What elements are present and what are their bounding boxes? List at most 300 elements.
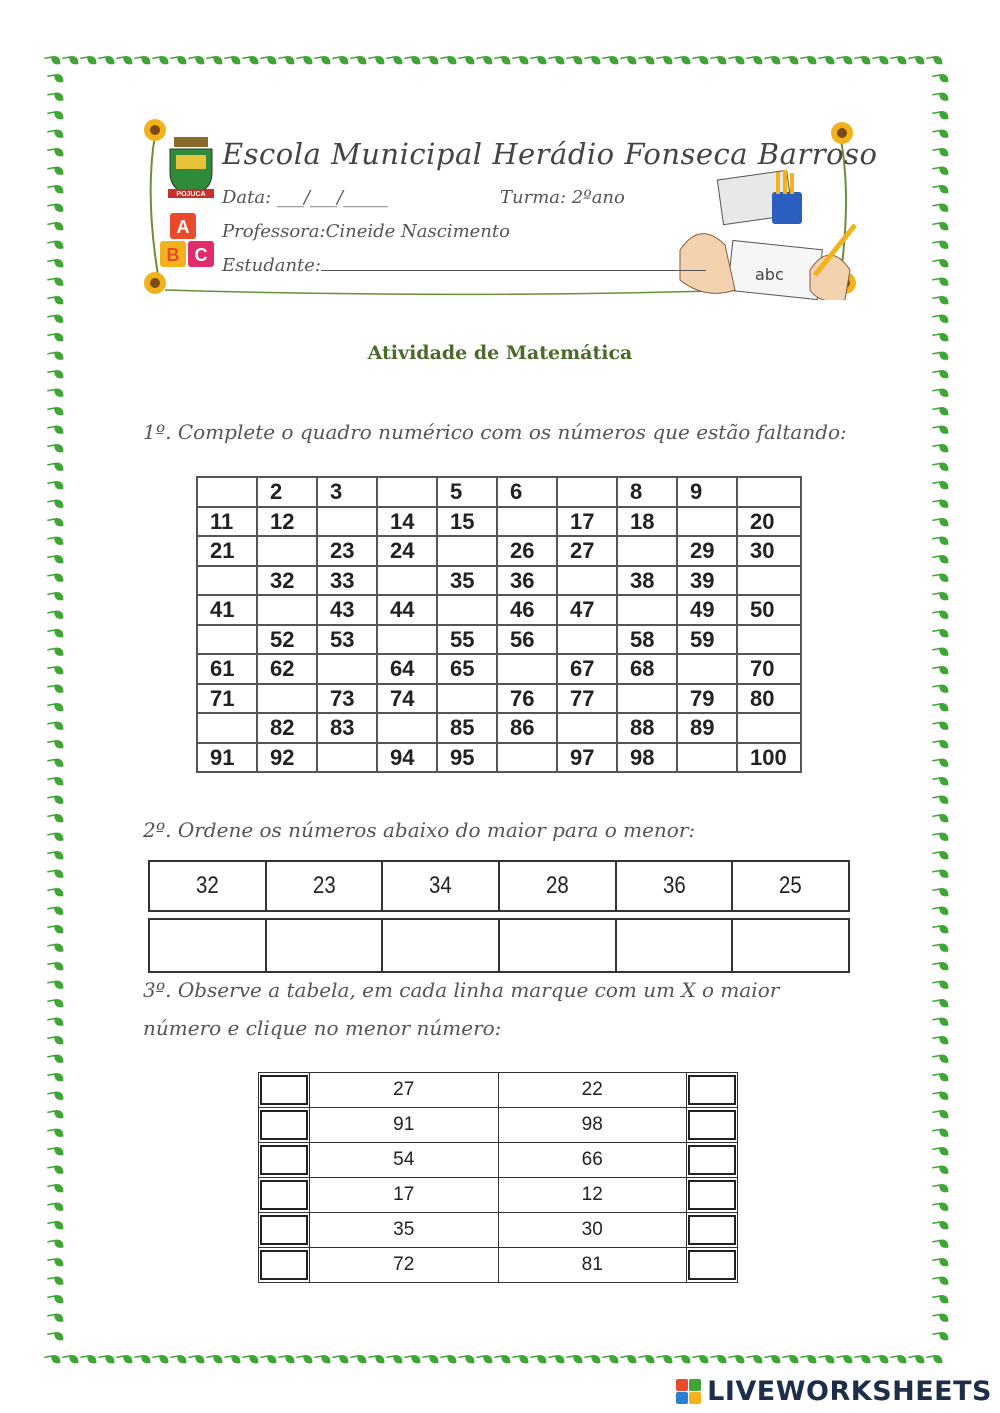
grid-row xyxy=(197,477,801,507)
vine-leaf-icon xyxy=(620,51,637,68)
vine-leaf-icon xyxy=(44,1350,61,1367)
grid-blank-cell[interactable] xyxy=(617,684,677,714)
vine-leaf-icon xyxy=(932,291,949,308)
grid-number-cell: 6 xyxy=(497,477,557,507)
grid-blank-cell[interactable] xyxy=(257,684,317,714)
vine-leaf-icon xyxy=(932,125,949,142)
vine-leaf-icon xyxy=(746,51,763,68)
right-checkbox[interactable] xyxy=(688,1250,736,1280)
vine-leaf-icon xyxy=(47,1309,64,1326)
vine-leaf-icon xyxy=(47,828,64,845)
vine-leaf-icon xyxy=(296,51,313,68)
vine-leaf-icon xyxy=(932,698,949,715)
grid-blank-cell[interactable] xyxy=(677,743,737,773)
vine-leaf-icon xyxy=(530,51,547,68)
left-number[interactable]: 72 xyxy=(310,1248,499,1283)
grid-blank-cell[interactable] xyxy=(377,713,437,743)
vine-leaf-icon xyxy=(584,51,601,68)
vine-leaf-icon xyxy=(494,1350,511,1367)
vine-leaf-icon xyxy=(932,1198,949,1215)
vine-leaf-icon xyxy=(932,1272,949,1289)
vine-leaf-icon xyxy=(47,1013,64,1030)
right-checkbox[interactable] xyxy=(688,1145,736,1175)
grid-blank-cell[interactable] xyxy=(617,536,677,566)
vine-leaf-icon xyxy=(47,624,64,641)
vine-leaf-icon xyxy=(134,51,151,68)
question-3-text-line-2: número e clique no menor número: xyxy=(143,1016,502,1040)
vine-leaf-icon xyxy=(932,957,949,974)
vine-leaf-icon xyxy=(47,643,64,660)
vine-leaf-icon xyxy=(932,1290,949,1307)
right-checkbox-cell xyxy=(687,1108,738,1143)
vine-leaf-icon xyxy=(836,1350,853,1367)
vine-leaf-icon xyxy=(47,217,64,234)
compare-row xyxy=(259,1073,738,1108)
right-number[interactable]: 12 xyxy=(498,1178,687,1213)
grid-number-cell: 64 xyxy=(377,654,437,684)
vine-leaf-icon xyxy=(476,51,493,68)
grid-blank-cell[interactable] xyxy=(737,625,801,655)
vine-leaf-icon xyxy=(932,1124,949,1141)
vine-leaf-icon xyxy=(47,1253,64,1270)
grid-number-cell: 91 xyxy=(197,743,257,773)
grid-blank-cell[interactable] xyxy=(377,477,437,507)
student-blank xyxy=(321,256,706,271)
grid-row xyxy=(197,625,801,655)
grid-number-cell: 95 xyxy=(437,743,497,773)
grid-number-cell: 74 xyxy=(377,684,437,714)
grid-number-cell: 5 xyxy=(437,477,497,507)
grid-blank-cell[interactable] xyxy=(317,743,377,773)
vine-leaf-icon xyxy=(47,106,64,123)
grid-row xyxy=(197,743,801,773)
vine-leaf-icon xyxy=(47,550,64,567)
right-number[interactable]: 81 xyxy=(498,1248,687,1283)
vine-leaf-icon xyxy=(602,1350,619,1367)
vine-leaf-icon xyxy=(188,51,205,68)
vine-leaf-icon xyxy=(932,883,949,900)
left-number[interactable]: 27 xyxy=(310,1073,499,1108)
order-number-cell: 23 xyxy=(274,861,373,911)
vine-leaf-icon xyxy=(932,199,949,216)
school-header xyxy=(140,115,878,300)
vine-leaf-icon xyxy=(566,1350,583,1367)
abc-letter-b: B xyxy=(166,245,180,265)
vine-leaf-icon xyxy=(932,828,949,845)
vine-leaf-icon xyxy=(932,162,949,179)
vine-leaf-icon xyxy=(47,606,64,623)
city-crest-icon xyxy=(168,137,214,198)
grid-number-cell: 3 xyxy=(317,477,377,507)
vine-leaf-icon xyxy=(932,976,949,993)
grid-blank-cell[interactable] xyxy=(557,566,617,596)
vine-leaf-icon xyxy=(47,1087,64,1104)
grid-number-cell: 49 xyxy=(677,595,737,625)
vine-leaf-icon xyxy=(332,51,349,68)
order-number-cell: 36 xyxy=(624,861,723,911)
vine-leaf-icon xyxy=(818,1350,835,1367)
vine-leaf-icon xyxy=(932,421,949,438)
date-label: Data: xyxy=(222,187,272,208)
vine-leaf-icon xyxy=(152,51,169,68)
grid-number-cell: 15 xyxy=(437,507,497,537)
grid-blank-cell[interactable] xyxy=(497,654,557,684)
grid-number-cell: 65 xyxy=(437,654,497,684)
grid-number-cell: 33 xyxy=(317,566,377,596)
school-name: Escola Municipal Herádio Fonseca Barroso xyxy=(222,137,878,171)
grid-number-cell: 38 xyxy=(617,566,677,596)
compare-row xyxy=(259,1248,738,1283)
vine-leaf-icon xyxy=(932,1068,949,1085)
vine-leaf-icon xyxy=(47,439,64,456)
numbers-to-order-table xyxy=(148,860,850,912)
vine-leaf-icon xyxy=(47,680,64,697)
left-checkbox-cell xyxy=(259,1178,310,1213)
vine-leaf-icon xyxy=(548,1350,565,1367)
vine-leaf-icon xyxy=(932,439,949,456)
grid-row xyxy=(197,595,801,625)
vine-leaf-icon xyxy=(932,1309,949,1326)
vine-leaf-icon xyxy=(170,51,187,68)
question-3-text-line-1: 3º. Observe a tabela, em cada linha marque com um X o maior xyxy=(143,978,780,1002)
vine-leaf-icon xyxy=(368,51,385,68)
vine-leaf-icon xyxy=(224,1350,241,1367)
grid-row xyxy=(197,713,801,743)
abc-letter-c: C xyxy=(194,245,208,265)
grid-blank-cell[interactable] xyxy=(437,536,497,566)
vine-leaf-icon xyxy=(47,1235,64,1252)
vine-leaf-icon xyxy=(932,384,949,401)
vine-leaf-icon xyxy=(47,1142,64,1159)
left-checkbox[interactable] xyxy=(260,1215,308,1245)
grid-blank-cell[interactable] xyxy=(677,507,737,537)
vine-leaf-icon xyxy=(932,772,949,789)
vine-leaf-icon xyxy=(404,1350,421,1367)
vine-leaf-icon xyxy=(47,976,64,993)
grid-number-cell: 79 xyxy=(677,684,737,714)
right-checkbox[interactable] xyxy=(688,1075,736,1105)
vine-leaf-icon xyxy=(296,1350,313,1367)
grid-number-cell: 43 xyxy=(317,595,377,625)
grid-blank-cell[interactable] xyxy=(317,654,377,684)
vine-leaf-icon xyxy=(47,532,64,549)
order-answer-cell[interactable] xyxy=(149,919,266,972)
vine-leaf-icon xyxy=(47,994,64,1011)
vine-leaf-icon xyxy=(932,902,949,919)
vine-leaf-icon xyxy=(260,1350,277,1367)
left-checkbox[interactable] xyxy=(260,1180,308,1210)
vine-leaf-icon xyxy=(674,1350,691,1367)
grid-number-cell: 20 xyxy=(737,507,801,537)
vine-leaf-icon xyxy=(566,51,583,68)
vine-leaf-icon xyxy=(170,1350,187,1367)
order-answer-cell[interactable] xyxy=(732,919,849,972)
vine-leaf-icon xyxy=(932,273,949,290)
vine-leaf-icon xyxy=(620,1350,637,1367)
order-number-cell: 28 xyxy=(508,861,607,911)
vine-leaf-icon xyxy=(368,1350,385,1367)
vine-leaf-icon xyxy=(932,1179,949,1196)
left-checkbox-cell xyxy=(259,1213,310,1248)
vine-leaf-icon xyxy=(932,550,949,567)
grid-blank-cell[interactable] xyxy=(437,595,497,625)
vine-leaf-icon xyxy=(656,51,673,68)
vine-leaf-icon xyxy=(47,402,64,419)
writing-hands-illustration xyxy=(680,170,855,300)
grid-blank-cell[interactable] xyxy=(677,654,737,684)
vine-leaf-icon xyxy=(932,88,949,105)
grid-number-cell: 97 xyxy=(557,743,617,773)
left-number[interactable]: 91 xyxy=(310,1108,499,1143)
vine-leaf-icon xyxy=(932,106,949,123)
vine-leaf-icon xyxy=(278,1350,295,1367)
vine-leaf-icon xyxy=(47,365,64,382)
vine-leaf-icon xyxy=(47,199,64,216)
grid-blank-cell[interactable] xyxy=(257,536,317,566)
vine-leaf-icon xyxy=(764,51,781,68)
question-2-text: 2º. Ordene os números abaixo do maior para o menor: xyxy=(143,818,696,842)
grid-blank-cell[interactable] xyxy=(557,477,617,507)
right-checkbox-cell xyxy=(687,1178,738,1213)
vine-leaf-icon xyxy=(932,1327,949,1344)
page-title: Atividade de Matemática xyxy=(367,342,633,364)
grid-blank-cell[interactable] xyxy=(557,713,617,743)
vine-leaf-icon xyxy=(932,365,949,382)
vine-leaf-icon xyxy=(47,1272,64,1289)
vine-leaf-icon xyxy=(908,51,925,68)
grid-number-cell: 11 xyxy=(197,507,257,537)
vine-leaf-icon xyxy=(932,680,949,697)
right-checkbox-cell xyxy=(687,1248,738,1283)
left-checkbox[interactable] xyxy=(260,1250,308,1280)
vine-leaf-icon xyxy=(932,865,949,882)
compare-row xyxy=(259,1108,738,1143)
vine-leaf-icon xyxy=(692,1350,709,1367)
grid-number-cell: 47 xyxy=(557,595,617,625)
right-number[interactable]: 98 xyxy=(498,1108,687,1143)
left-checkbox[interactable] xyxy=(260,1075,308,1105)
grid-number-cell: 94 xyxy=(377,743,437,773)
left-number[interactable]: 35 xyxy=(310,1213,499,1248)
grid-number-cell: 86 xyxy=(497,713,557,743)
vine-leaf-icon xyxy=(872,51,889,68)
grid-number-cell: 35 xyxy=(437,566,497,596)
vine-leaf-icon xyxy=(314,51,331,68)
right-checkbox-cell xyxy=(687,1213,738,1248)
vine-leaf-icon xyxy=(932,1142,949,1159)
vine-leaf-icon xyxy=(278,51,295,68)
number-grid xyxy=(196,476,802,773)
vine-leaf-icon xyxy=(386,51,403,68)
grid-blank-cell[interactable] xyxy=(557,625,617,655)
vine-leaf-icon xyxy=(62,51,79,68)
grid-row xyxy=(197,507,801,537)
grid-number-cell: 50 xyxy=(737,595,801,625)
vine-leaf-icon xyxy=(47,143,64,160)
vine-leaf-icon xyxy=(512,51,529,68)
teacher-label: Professora:Cineide Nascimento xyxy=(222,221,510,242)
vine-leaf-icon xyxy=(47,791,64,808)
grid-blank-cell[interactable] xyxy=(737,713,801,743)
vine-leaf-icon xyxy=(836,51,853,68)
grid-blank-cell[interactable] xyxy=(377,566,437,596)
right-checkbox[interactable] xyxy=(688,1215,736,1245)
vine-leaf-icon xyxy=(932,809,949,826)
vine-leaf-icon xyxy=(932,310,949,327)
left-number[interactable]: 17 xyxy=(310,1178,499,1213)
date-line xyxy=(222,187,388,208)
vine-leaf-icon xyxy=(47,421,64,438)
order-answer-cell[interactable] xyxy=(616,919,733,972)
right-number[interactable]: 30 xyxy=(498,1213,687,1248)
order-answer-cell[interactable] xyxy=(266,919,383,972)
grid-blank-cell[interactable] xyxy=(257,595,317,625)
vine-leaf-icon xyxy=(47,291,64,308)
right-checkbox[interactable] xyxy=(688,1180,736,1210)
vine-leaf-icon xyxy=(47,162,64,179)
vine-leaf-icon xyxy=(47,698,64,715)
grid-blank-cell[interactable] xyxy=(377,625,437,655)
grid-blank-cell[interactable] xyxy=(737,477,801,507)
grid-number-cell: 44 xyxy=(377,595,437,625)
vine-leaf-icon xyxy=(47,865,64,882)
crest-label: POJUCA xyxy=(176,191,206,198)
vine-leaf-icon xyxy=(932,476,949,493)
grid-number-cell: 89 xyxy=(677,713,737,743)
grid-blank-cell[interactable] xyxy=(197,625,257,655)
vine-leaf-icon xyxy=(932,1050,949,1067)
grid-row xyxy=(197,536,801,566)
date-blank: ___/___/_____ xyxy=(276,187,389,208)
grid-number-cell: 71 xyxy=(197,684,257,714)
vine-leaf-icon xyxy=(932,458,949,475)
vine-leaf-icon xyxy=(932,791,949,808)
grid-number-cell: 76 xyxy=(497,684,557,714)
vine-leaf-icon xyxy=(47,1290,64,1307)
left-checkbox-cell xyxy=(259,1108,310,1143)
vine-leaf-icon xyxy=(710,1350,727,1367)
left-number[interactable]: 54 xyxy=(310,1143,499,1178)
grid-number-cell: 30 xyxy=(737,536,801,566)
grid-blank-cell[interactable] xyxy=(197,566,257,596)
vine-leaf-icon xyxy=(47,1161,64,1178)
grid-blank-cell[interactable] xyxy=(197,713,257,743)
grid-number-cell: 88 xyxy=(617,713,677,743)
grid-blank-cell[interactable] xyxy=(737,566,801,596)
abc-blocks-icon xyxy=(160,213,214,267)
grid-number-cell: 59 xyxy=(677,625,737,655)
vine-leaf-icon xyxy=(242,1350,259,1367)
grid-number-cell: 56 xyxy=(497,625,557,655)
grid-number-cell: 26 xyxy=(497,536,557,566)
vine-leaf-icon xyxy=(47,476,64,493)
vine-leaf-icon xyxy=(422,1350,439,1367)
vine-leaf-icon xyxy=(47,1216,64,1233)
vine-leaf-icon xyxy=(47,384,64,401)
grid-blank-cell[interactable] xyxy=(317,507,377,537)
vine-leaf-icon xyxy=(206,1350,223,1367)
vine-leaf-icon xyxy=(44,51,61,68)
order-answer-cell[interactable] xyxy=(499,919,616,972)
left-checkbox[interactable] xyxy=(260,1110,308,1140)
compare-row xyxy=(259,1178,738,1213)
vine-leaf-icon xyxy=(476,1350,493,1367)
left-checkbox[interactable] xyxy=(260,1145,308,1175)
compare-row xyxy=(259,1213,738,1248)
vine-leaf-icon xyxy=(710,51,727,68)
vine-leaf-icon xyxy=(932,643,949,660)
vine-leaf-icon xyxy=(932,606,949,623)
grid-blank-cell[interactable] xyxy=(437,684,497,714)
vine-leaf-icon xyxy=(80,51,97,68)
right-number[interactable]: 22 xyxy=(498,1073,687,1108)
vine-leaf-icon xyxy=(638,1350,655,1367)
vine-leaf-icon xyxy=(800,51,817,68)
right-number[interactable]: 66 xyxy=(498,1143,687,1178)
grid-blank-cell[interactable] xyxy=(497,507,557,537)
vine-leaf-icon xyxy=(47,939,64,956)
grid-blank-cell[interactable] xyxy=(617,595,677,625)
sunflower-icon xyxy=(144,272,166,294)
grid-number-cell: 55 xyxy=(437,625,497,655)
student-line xyxy=(222,255,706,276)
vine-leaf-icon xyxy=(854,1350,871,1367)
vine-leaf-icon xyxy=(47,569,64,586)
vine-leaf-icon xyxy=(638,51,655,68)
vine-leaf-icon xyxy=(47,1124,64,1141)
vine-leaf-icon xyxy=(548,51,565,68)
vine-leaf-icon xyxy=(440,51,457,68)
vine-leaf-icon xyxy=(47,513,64,530)
right-checkbox-cell xyxy=(687,1143,738,1178)
vine-leaf-icon xyxy=(872,1350,889,1367)
liveworksheets-icon xyxy=(676,1379,701,1404)
grid-number-cell: 80 xyxy=(737,684,801,714)
vine-leaf-icon xyxy=(932,1105,949,1122)
grid-number-cell: 12 xyxy=(257,507,317,537)
grid-blank-cell[interactable] xyxy=(497,743,557,773)
vine-leaf-icon xyxy=(932,1253,949,1270)
vine-leaf-icon xyxy=(152,1350,169,1367)
right-checkbox[interactable] xyxy=(688,1110,736,1140)
order-answer-cell[interactable] xyxy=(382,919,499,972)
vine-leaf-icon xyxy=(932,1087,949,1104)
grid-number-cell: 27 xyxy=(557,536,617,566)
vine-leaf-icon xyxy=(512,1350,529,1367)
vine-leaf-icon xyxy=(782,1350,799,1367)
vine-leaf-icon xyxy=(47,1105,64,1122)
vine-leaf-icon xyxy=(47,920,64,937)
grid-number-cell: 83 xyxy=(317,713,377,743)
vine-leaf-icon xyxy=(188,1350,205,1367)
grid-number-cell: 39 xyxy=(677,566,737,596)
vine-leaf-icon xyxy=(932,513,949,530)
vine-leaf-icon xyxy=(47,846,64,863)
vine-leaf-icon xyxy=(47,1050,64,1067)
grid-number-cell: 73 xyxy=(317,684,377,714)
grid-number-cell: 98 xyxy=(617,743,677,773)
vine-leaf-icon xyxy=(932,254,949,271)
compare-table xyxy=(258,1072,738,1283)
vine-leaf-icon xyxy=(932,1216,949,1233)
vine-leaf-icon xyxy=(932,939,949,956)
grid-blank-cell[interactable] xyxy=(197,477,257,507)
vine-leaf-icon xyxy=(932,495,949,512)
liveworksheets-logo xyxy=(676,1376,992,1407)
vine-leaf-icon xyxy=(932,717,949,734)
vine-leaf-icon xyxy=(98,51,115,68)
vine-leaf-icon xyxy=(47,180,64,197)
